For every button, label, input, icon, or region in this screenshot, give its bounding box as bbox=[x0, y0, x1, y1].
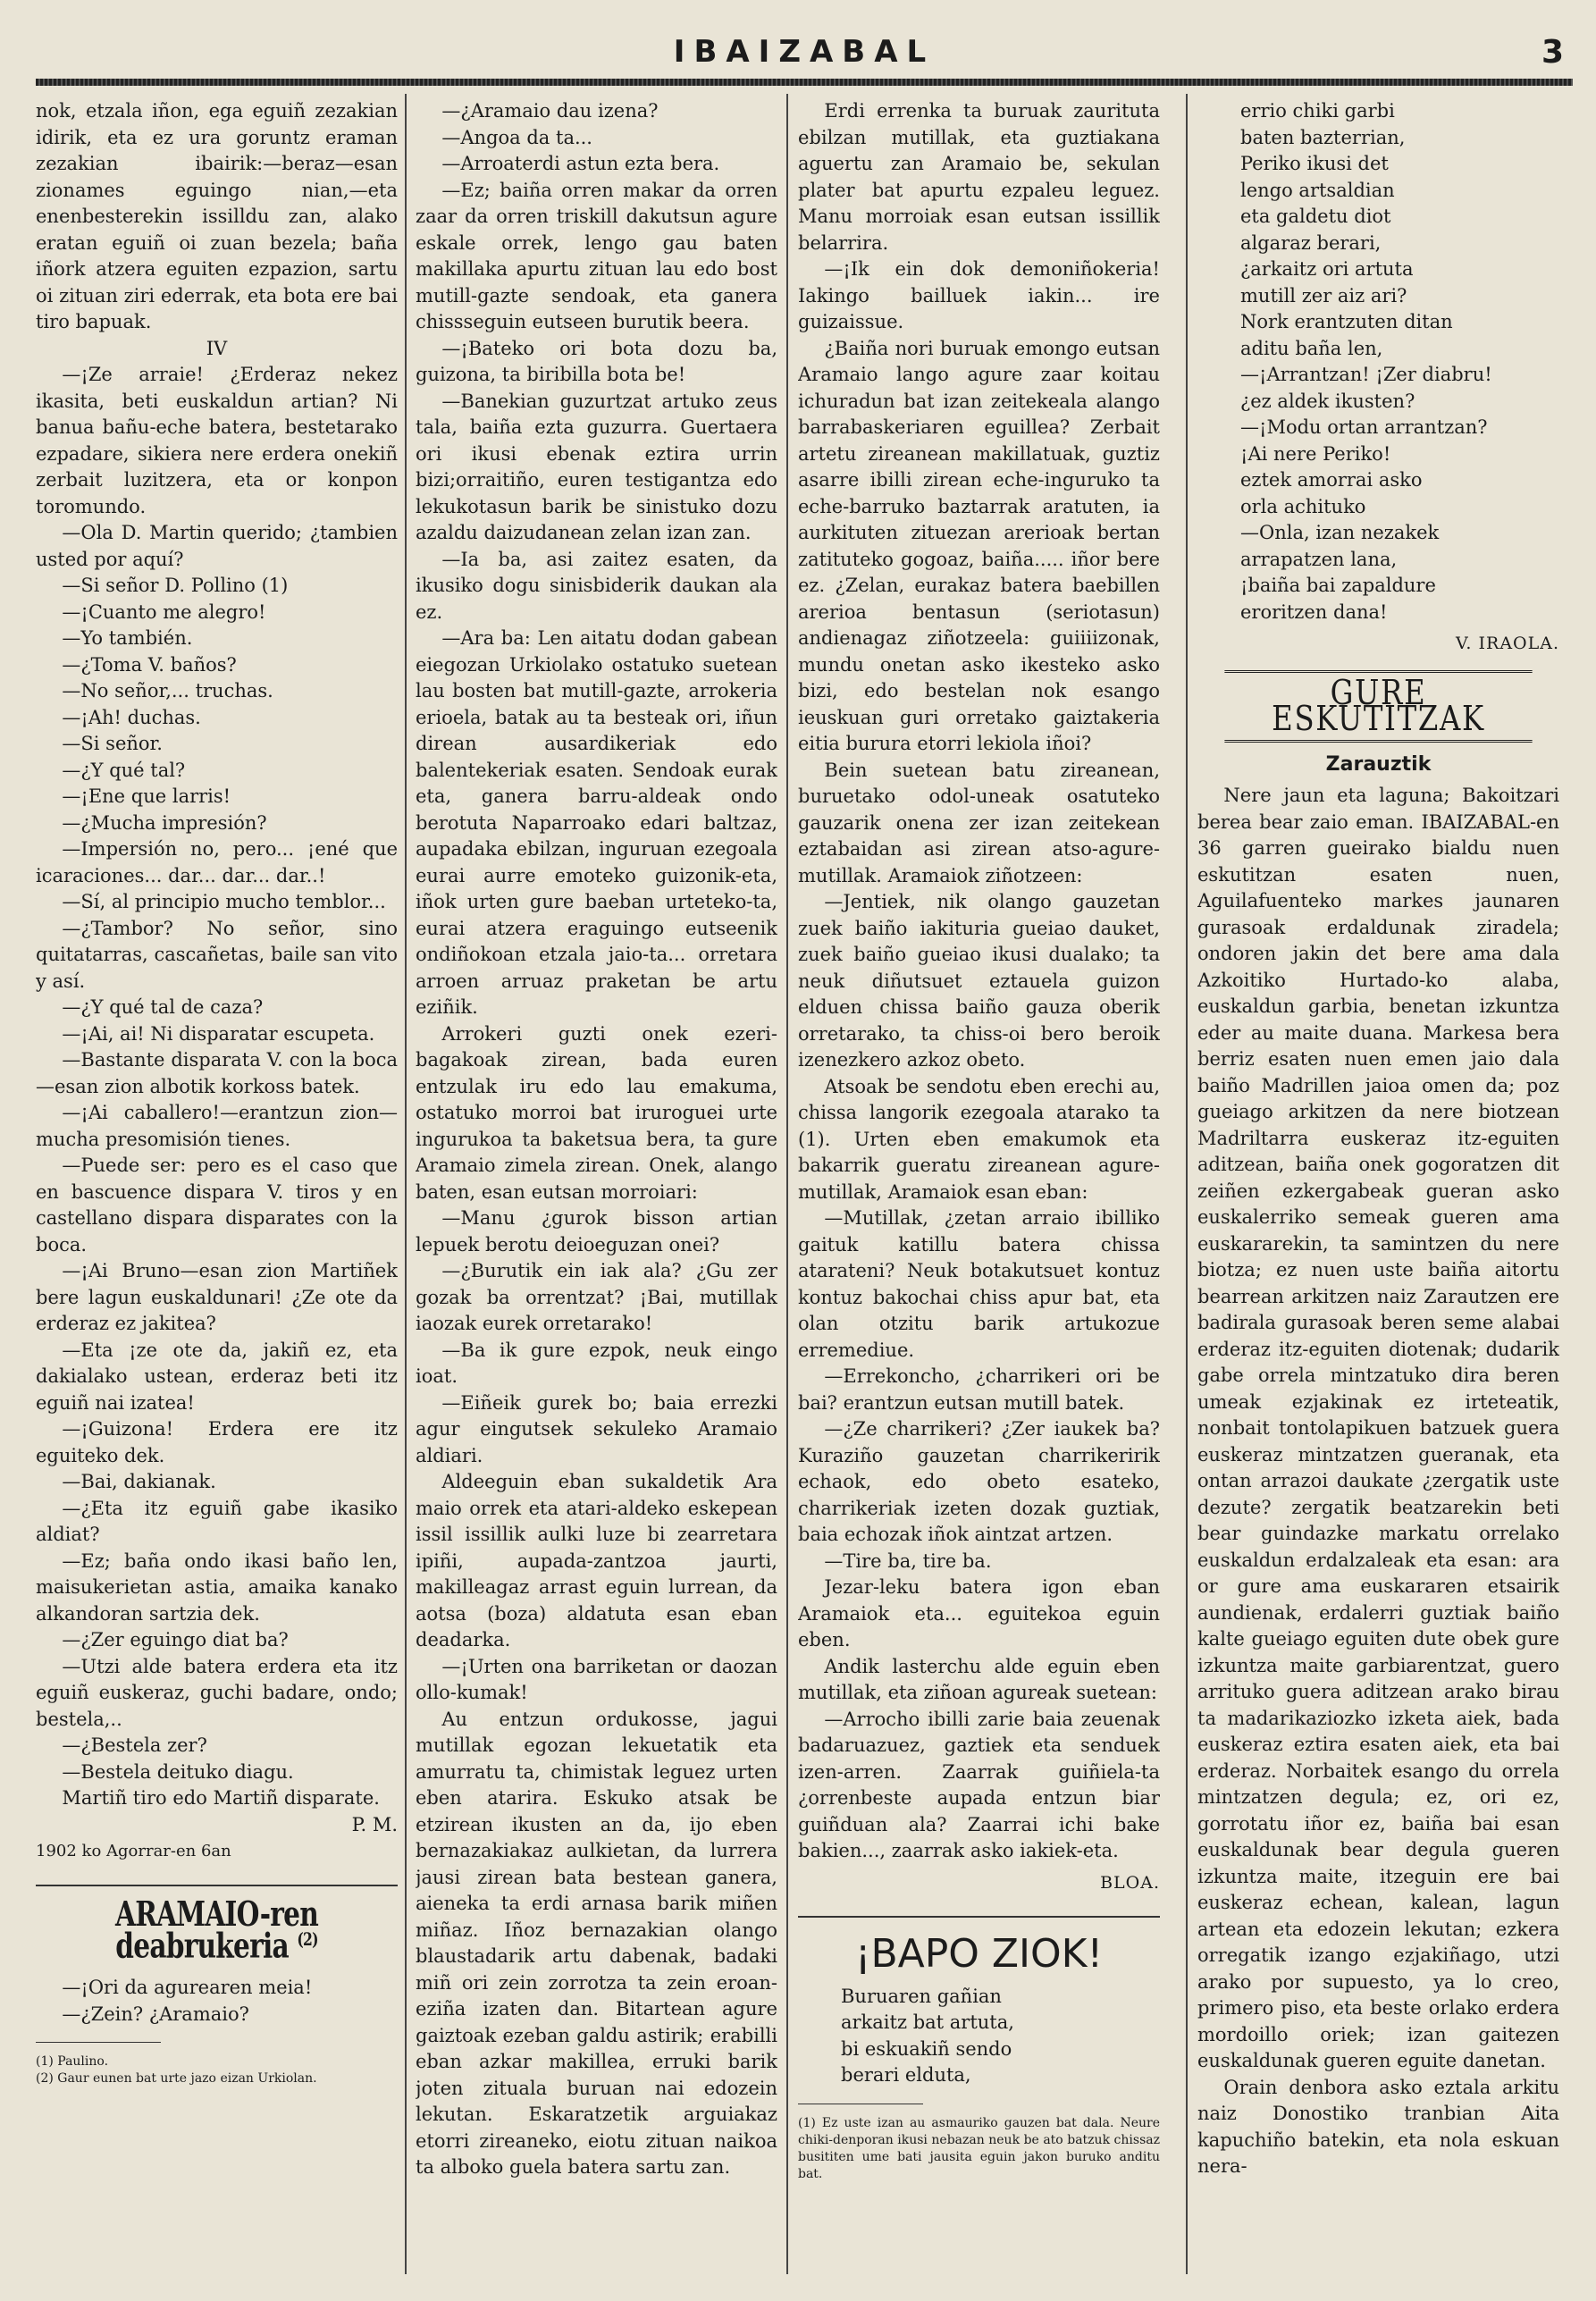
poem-line: Nork erantzuten ditan bbox=[1240, 311, 1453, 332]
paragraph: —¿Burutik ein iak ala? ¿Gu zer gozak ba orrentzat? ¡Bai, mutillak iaozak eurek orretarako! bbox=[416, 1260, 777, 1334]
dialog-line: —Utzi alde batera erdera eta itz eguiñ euskeraz, guchi badare, ondo; bestela,.. bbox=[36, 1655, 398, 1730]
column-1 bbox=[36, 98, 398, 2279]
dialog-line: —Bai, dakianak. bbox=[62, 1471, 216, 1492]
paragraph: Andik lasterchu alde eguin eben mutillak, eta ziñoan agureak suetean: bbox=[798, 1655, 1160, 1703]
signature: P. M. bbox=[351, 1813, 398, 1835]
paragraph: —¡Bateko ori bota dozu ba, guizona, ta biribilla bota be! bbox=[416, 337, 777, 385]
masthead-rule bbox=[36, 79, 1573, 86]
dialog-line: —¿Y qué tal de caza? bbox=[62, 996, 264, 1018]
column-divider bbox=[1186, 94, 1188, 2274]
paragraph: Nere jaun eta laguna; Bakoitzari berea bear zaio eman. IBAIZABAL-en 36 garren gueirako bialdu nuen eskutitzan esaten nuen, Aguilafuenteko markes jaunaren gurasoak erdaldunak ziradela; ondoren jakin det bere ama dala Azkoitiko Hurtado-ko alaba, euskaldun garbia, benetan izkuntza eder au maite duana. Markesa bera berriz esaten nuen emen jaio dala baiño Madrillen jaioa omen da; poz gueiago arkitzen da nere biotzean Madriltarra euskeraz itz-eguiten aditzean, baiña onek gogoratzen dit zeiñen ezkergabeak gueran asko euskalerriko semeak gueren ama euskararekin, ta samintzen du nere biotza; ez nuen uste baiña aitortu bearrean arkitzen naiz Zarautzen ere badirala gurasoak beren seme alabai erderaz itz-eguiten diotenak; dudarik gabe orrela mintzatuko dira beren umeak ezjakinak ez irteteatik, nonbait tontolapikuen batzuek guera euskeraz mintzatzen gueranak, eta ontan arrazoi daukate ¿zergatik uste dezute? zergatik beatzarekin beti bear guindazke markatu orrelako euskaldun erdalzaleak eta esan: ara or gure ama euskararen etsairik aundienak, erdalerri guztiak baiño kalte gueiago eguiten dute obek gure izkuntza maite garbiarentzat, guero arrituko guera aditzean arako birau ta madarikaziozko izketa aiek, bada euskeraz eztira esaten aiek, eta bai erderaz. Norbaitek esango du orrela mintzatzen degula; ez, ori ez, gorrotatu iñor ez, baiña bai esan euskaldunak bear degula gueren izkuntza maite, itzeguin ere bai euskeraz echean, kalean, lagun artean eta edozein lekutan; ezkera orregatik izango ezjakiñago, utzi arako por supuesto, ya lo creo, primero piso, eta beste orlako erdera mordoillo oriek; izan gaitezen euskaldunak gueren eguite danetan. bbox=[1197, 785, 1559, 2071]
signature: BLOA. bbox=[1100, 1872, 1160, 1893]
dialog-line: —¡Guizona! Erdera ere itz eguiteko dek. bbox=[36, 1418, 398, 1466]
dialog-block bbox=[36, 362, 398, 1812]
title-footnote-mark: (2) bbox=[297, 1928, 318, 1950]
column-4 bbox=[1197, 98, 1559, 2279]
dialog-line: —¡Ze arraie! ¿Erderaz nekez ikasita, beti euskaldun artian? Ni banua bañu-eche batera, bestetarako ezpadare, sikiera nere erdera onekiñ zerbait luzitzera, eta or konpon toromundo. bbox=[36, 364, 398, 517]
paragraph: ¿Baiña nori buruak emongo eutsan Aramaio lango agure zaar koitau ichuradun bat izan zeitekeala alango barrabaskeriaren eguillea? Zerbait artetu zireanean makillatuak, guztiz asarre ibilli zirean eche-inguruko ta eche-barruko baztarrak aratuten, ia aurkituten zituezan arerioak bertan zatituteko gogoaz, baiña..... iñor bere ez. ¿Zelan, eurakaz batera baebillen arerioa bentasun (seriotasun) andienagaz ziñotzeela: guiiiizonak, mundu onetan asko ikesteko asko bizi, edo bestelan nok esango ieuskuan guri orretako gaiztakeria eitia burura etorri lekiola iñoi? bbox=[798, 337, 1160, 754]
dialog-line: —¿Tambor? No señor, sino quitatarras, cascañetas, baile san vito y así. bbox=[36, 917, 398, 992]
paragraph: —¡Urten ona barriketan or daozan ollo-kumak! bbox=[416, 1655, 777, 1703]
poem-line: ¿ez aldek ikusten? bbox=[1240, 390, 1415, 412]
dateline: 1902 ko Agorrar-en 6an bbox=[36, 1842, 231, 1860]
paragraph: Jezar-leku batera igon eban Aramaiok eta... eguitekoa eguin eben. bbox=[798, 1576, 1160, 1650]
poem-line: ¡Ai nere Periko! bbox=[1240, 442, 1391, 465]
footnote: (1) Paulino. bbox=[36, 2054, 109, 2070]
place-heading: Zarauztik bbox=[1325, 752, 1432, 776]
dialog-line: —¡Cuanto me alegro! bbox=[62, 600, 266, 623]
poem-line: —Onla, izan nezakek bbox=[1240, 522, 1440, 543]
poem-line: berari elduta, bbox=[841, 2064, 971, 2086]
poem bbox=[798, 1984, 1160, 2089]
paragraph: Bein suetean batu zireanean, buruetako odol-uneak osatuteko gauzarik onena zer izan zeitekean eztabaidan asi zirean atso-agure-mutillak. Aramaiok ziñotzeen: bbox=[798, 759, 1160, 886]
poem-line: Buruaren gañian bbox=[841, 1985, 1002, 2007]
poem-line: eztek amorrai asko bbox=[1240, 469, 1423, 491]
dialog-line: Martiñ tiro edo Martiñ disparate. bbox=[62, 1787, 380, 1809]
dialog-line: —¡Ori da agurearen meia! bbox=[62, 1977, 313, 1999]
dialog-line: —¿Eta itz eguiñ gabe ikasiko aldiat? bbox=[36, 1497, 398, 1545]
paragraph: Au entzun ordukosse, jagui mutillak egozan lekuetatik eta amurratu ta, chimistak leguez urten eben atarira. Eskuko atsak be etzirean ikusten an da, ijo eben bernazakiakaz aulkietan, da lurrera jausi zirean bata bestean ganera, aieneka ta erdi arnasa barik miñen miñaz. Iñoz bernazakian olango blaustadarik artu dabenak, badaki miñ ori zein zorrotza ta zein eroan-eziña izaten dan. Bitartean agure gaiztoak ezeban galdu astirik; erabilli eban azkar makillea, erruki barik joten zituala buruan nai edozein lekutan. Eskaratzetik arguiakaz etorri zireaneko, eiotu zituan naikoa ta alboko guela batera sartu zan. bbox=[416, 1708, 777, 2178]
footnote-rule bbox=[36, 2042, 161, 2043]
paragraph: nok, etzala iñon, ega eguiñ zezakian idirik, eta ez ura goruntz eraman zezakian ibairik:—beraz—esan zionames eguingo nian,—eta enenbesterekin issilldu zan, alako eratan eguiñ oi zuan bezela; baña iñork atzera eguiten ezpazion, sartu oi zituan ziri ederrak, eta bota ere bai tiro bapuak. bbox=[36, 100, 398, 332]
poem-line: orla achituko bbox=[1240, 495, 1366, 517]
paragraph: —Ara ba: Len aitatu dodan gabean eiegozan Urkiolako ostatuko suetean lau bosten bat mutill-gazte, arrokeria erioela, batak au ta besteak ori, iñun direan ausardikeriak edo balentekeriak esaten. Sendoak eurak eta, ganera barru-aldeak ondo berotuta Naparroako edari baltzaz, aupadaka ebilzan, inguruan ezegoala eurai aurre emoteko guizonik-eta, iñok urten gure baeban urteteko-ta, eurai atzera eraguingo eutseenik ondiñokoan etzala jaio-ta... orretara arroen arruaz praketan be artu eziñik. bbox=[416, 627, 777, 1018]
column-2 bbox=[416, 98, 777, 2279]
paragraph: Aldeeguin eban sukaldetik Ara maio orrek eta atari-aldeko eskepean issil issillik aulki luze bi zearretara ipiñi, aupada-zantzoa jaurti, makilleagaz arrast eguin lurrean, da aotsa (boza) aldatuta esan eban deadarka. bbox=[416, 1471, 777, 1650]
paragraph: —¿Ze charrikeri? ¿Zer iaukek ba? Kuraziño gauzetan charrikeririk echaok, edo obeto esateko, charrikeriak izeten dozak guztiak, baia echozak iñok aintzat artzen. bbox=[798, 1418, 1160, 1545]
page-number: 3 bbox=[1541, 34, 1564, 71]
footnotes bbox=[36, 2053, 398, 2087]
dialog-line: —¿Toma V. baños? bbox=[62, 653, 237, 676]
dialog-line: —Ez; baña ondo ikasi baño len, maisukerietan astia, amaika kanako alkandoran sartzia dek. bbox=[36, 1549, 398, 1625]
paragraph: Atsoak be sendotu eben erechi au, chissa langorik ezegoala atarako ta (1). Urten eben emakumok eta bakarrik gueratu zireanean agure-mutillak, Aramaiok esan eban: bbox=[798, 1075, 1160, 1203]
poem-line: —¡Arrantzan! ¡Zer diabru! bbox=[1240, 364, 1492, 385]
paragraph: —Errekoncho, ¿charrikeri ori be bai? erantzun eutsan mutill batek. bbox=[798, 1365, 1160, 1414]
dialog-line: —¡Ah! duchas. bbox=[62, 706, 201, 728]
poem-line: bi eskuakiñ sendo bbox=[841, 2037, 1012, 2060]
poem-title: ¡BAPO ZIOK! bbox=[854, 1931, 1104, 1977]
paragraph: —Arroaterdi astun ezta bera. bbox=[441, 153, 720, 174]
poem-line: algaraz berari, bbox=[1240, 231, 1382, 254]
dialog-line: —¡Ai caballero!—erantzun zion—mucha presomisión tienes. bbox=[36, 1102, 398, 1150]
paragraph: —Ez; baiña orren makar da orren zaar da orren triskill dakutsun agure eskale orrek, lengo gau baten makillaka apurtu zituan lau edo bost mutill-gazte sendoak, eta ganera chissseguin eutseen burutik beera. bbox=[416, 179, 777, 332]
poem-line: ¡baiña bai zapaldure bbox=[1240, 575, 1436, 596]
section-rule bbox=[798, 1916, 1160, 1918]
column-3 bbox=[798, 98, 1160, 2279]
dialog-line: —Eta ¡ze ote da, jakiñ ez, eta dakialako ustean, erderaz beti itz eguiñ nai izatea! bbox=[36, 1339, 398, 1414]
section-number: IV bbox=[206, 337, 228, 359]
paragraph: Orain denbora asko eztala arkitu naiz Donostiko tranbian Aita kapuchiño batekin, eta nola eskuan nera- bbox=[1197, 2076, 1559, 2177]
paragraph: —Eiñeik gurek bo; baia errezki agur eingutsek sekuleko Aramaio aldiari. bbox=[416, 1391, 777, 1466]
dialog-line: —Bestela deituko diagu. bbox=[62, 1760, 294, 1783]
dialog-line: —¿Mucha impresión? bbox=[62, 811, 267, 834]
dialog-line: —Sí, al principio mucho temblor... bbox=[62, 891, 386, 912]
poem-line: aditu baña len, bbox=[1240, 337, 1383, 359]
newspaper-title: IBAIZABAL bbox=[673, 34, 936, 70]
poem-line: —¡Modu ortan arrantzan? bbox=[1240, 416, 1488, 438]
paragraph: —Banekian guzurtzat artuko zeus tala, baiña ezta guzurra. Guertaera ori ikusi ebenak eztira urrin bizi;orraitiño, euren testigantza edo lekukotasun barik be sinistuko dozu azaldu daizudanean zelan izan zan. bbox=[416, 390, 777, 543]
poem-continued bbox=[1197, 98, 1559, 626]
poem-line: errio chiki garbi bbox=[1240, 100, 1395, 122]
poem-line: ¿arkaitz ori artuta bbox=[1240, 258, 1414, 280]
dialog-line: —Bastante disparata V. con la boca—esan zion albotik korkoss batek. bbox=[36, 1049, 398, 1097]
paragraph: —Ba ik gure ezpok, neuk eingo ioat. bbox=[416, 1339, 777, 1387]
section-rule bbox=[36, 1885, 398, 1886]
paragraph: —¡Ik ein dok demoniñokeria! Iakingo bailluek iakin... ire guizaissue. bbox=[798, 258, 1160, 332]
dialog-line: —¿Y qué tal? bbox=[62, 759, 186, 781]
dialog-line: —Impersión no, pero... ¡ené que icaraciones... dar... dar... dar..! bbox=[36, 838, 398, 886]
paragraph: —Tire ba, tire ba. bbox=[824, 1549, 992, 1572]
dialog-line: —Ola D. Martin querido; ¿tambien usted por aquí? bbox=[36, 522, 398, 570]
poem-line: lengo artsaldian bbox=[1240, 179, 1395, 201]
section-title: GURE ESKUTITZAK bbox=[1224, 670, 1532, 743]
paragraph: —Angoa da ta... bbox=[441, 126, 592, 148]
paragraph: —¿Aramaio dau izena? bbox=[441, 100, 659, 122]
paragraph: Erdi errenka ta buruak zaurituta ebilzan mutillak, eta guztiakana aguertu zan Aramaio be, sekulan plater bat apurtu ezpaleu leguez. Manu morroiak esan eutsan issillik belarrira. bbox=[798, 100, 1160, 254]
footnote: (2) Gaur eunen bat urte jazo eizan Urkiolan. bbox=[36, 2071, 317, 2087]
dialog-line: —¡Ai, ai! Ni disparatar escupeta. bbox=[62, 1022, 375, 1045]
dialog-line: —No señor,... truchas. bbox=[62, 680, 273, 701]
poem-line: Periko ikusi det bbox=[1240, 153, 1389, 174]
paragraph: Arrokeri guzti onek ezeri-bagakoak zirean, bada euren entzulak iru edo lau emakuma, ostatuko morroi bat iruroguei urte ingurukoa ta baketsua bera, ta gure Aramaio zimela zirean. Onek, alango baten, esan eutsan morroiari: bbox=[416, 1022, 777, 1203]
footnotes bbox=[798, 2115, 1160, 2183]
paragraph: —Manu ¿gurok bisson artian lepuek berotu deioeguzan onei? bbox=[416, 1207, 777, 1255]
masthead bbox=[36, 27, 1573, 80]
dialog-line: —¡Ene que larris! bbox=[62, 785, 231, 807]
dialog-line: —¿Zein? ¿Aramaio? bbox=[62, 2003, 249, 2025]
dialog-line: —Si señor. bbox=[62, 733, 163, 754]
poem-line: baten bazterrian, bbox=[1240, 126, 1406, 148]
column-divider bbox=[786, 94, 788, 2274]
poem-line: arkaitz bat artuta, bbox=[841, 2011, 1014, 2033]
poem-line: eroritzen dana! bbox=[1240, 600, 1388, 623]
paragraph: —Jentiek, nik olango gauzetan zuek baiño iakituria gueiao dauket, zuek baiño gueiao ikusi dualako; ta neuk diñutsuet eztauela guizon elduen chissa baiño gauza oberik orretarako, ta chiss-oi bero beroik izenezkero azkoz obeto. bbox=[798, 891, 1160, 1071]
dialog-line: —Puede ser: pero es el caso que en bascuence dispara V. tiros y en castellano dispara disparates con la boca. bbox=[36, 1155, 398, 1255]
column-divider bbox=[405, 94, 407, 2274]
poem-line: mutill zer aiz ari? bbox=[1240, 284, 1407, 307]
footnote: (1) Ez uste izan au asmauriko gauzen bat dala. Neure chiki-denporan ikusi nebazan neuk be ato batzuk chissaz busititen ume bati jausita eguin jakon buruko anditu bat. bbox=[798, 2115, 1160, 2181]
dialog-line: —¡Ai Bruno—esan zion Martiñek bere lagun euskaldunari! ¿Ze ote da erderaz ez jakitea? bbox=[36, 1260, 398, 1334]
dialog-line: —Yo también. bbox=[62, 627, 193, 649]
article-title-text: ARAMAIO-ren deabrukeria bbox=[115, 1893, 318, 1966]
dialog-line: —¿Bestela zer? bbox=[62, 1734, 207, 1756]
dialog-line: —¿Zer eguingo diat ba? bbox=[62, 1629, 289, 1650]
poem-line: eta galdetu diot bbox=[1240, 206, 1391, 227]
poem-line: arrapatzen lana, bbox=[1240, 548, 1398, 570]
article-title bbox=[76, 1893, 358, 1966]
paragraph: —Arrocho ibilli zarie baia zeuenak badaruazuez, gaztiek eta senduek izen-arren. Zaarrak guiñiela-ta ¿orrenbeste aupada entzun biar guiñduan ala? Zaarrai ichi bake bakien..., zaarrak asko iakiek-eta. bbox=[798, 1708, 1160, 1861]
signature: V. IRAOLA. bbox=[1456, 634, 1559, 653]
paragraph: —Mutillak, ¿zetan arraio ibilliko gaituk katillu batera chissa atarateni? Neuk botakutsuet kontuz kontuz bakochai chiss apur bat, eta olan otzitu barik artukozue erremediue. bbox=[798, 1207, 1160, 1361]
paragraph: —Ia ba, asi zaitez esaten, da ikusiko dogu sinisbiderik daukan ala ez. bbox=[416, 548, 777, 623]
dialog-line: —Si señor D. Pollino (1) bbox=[62, 575, 289, 596]
